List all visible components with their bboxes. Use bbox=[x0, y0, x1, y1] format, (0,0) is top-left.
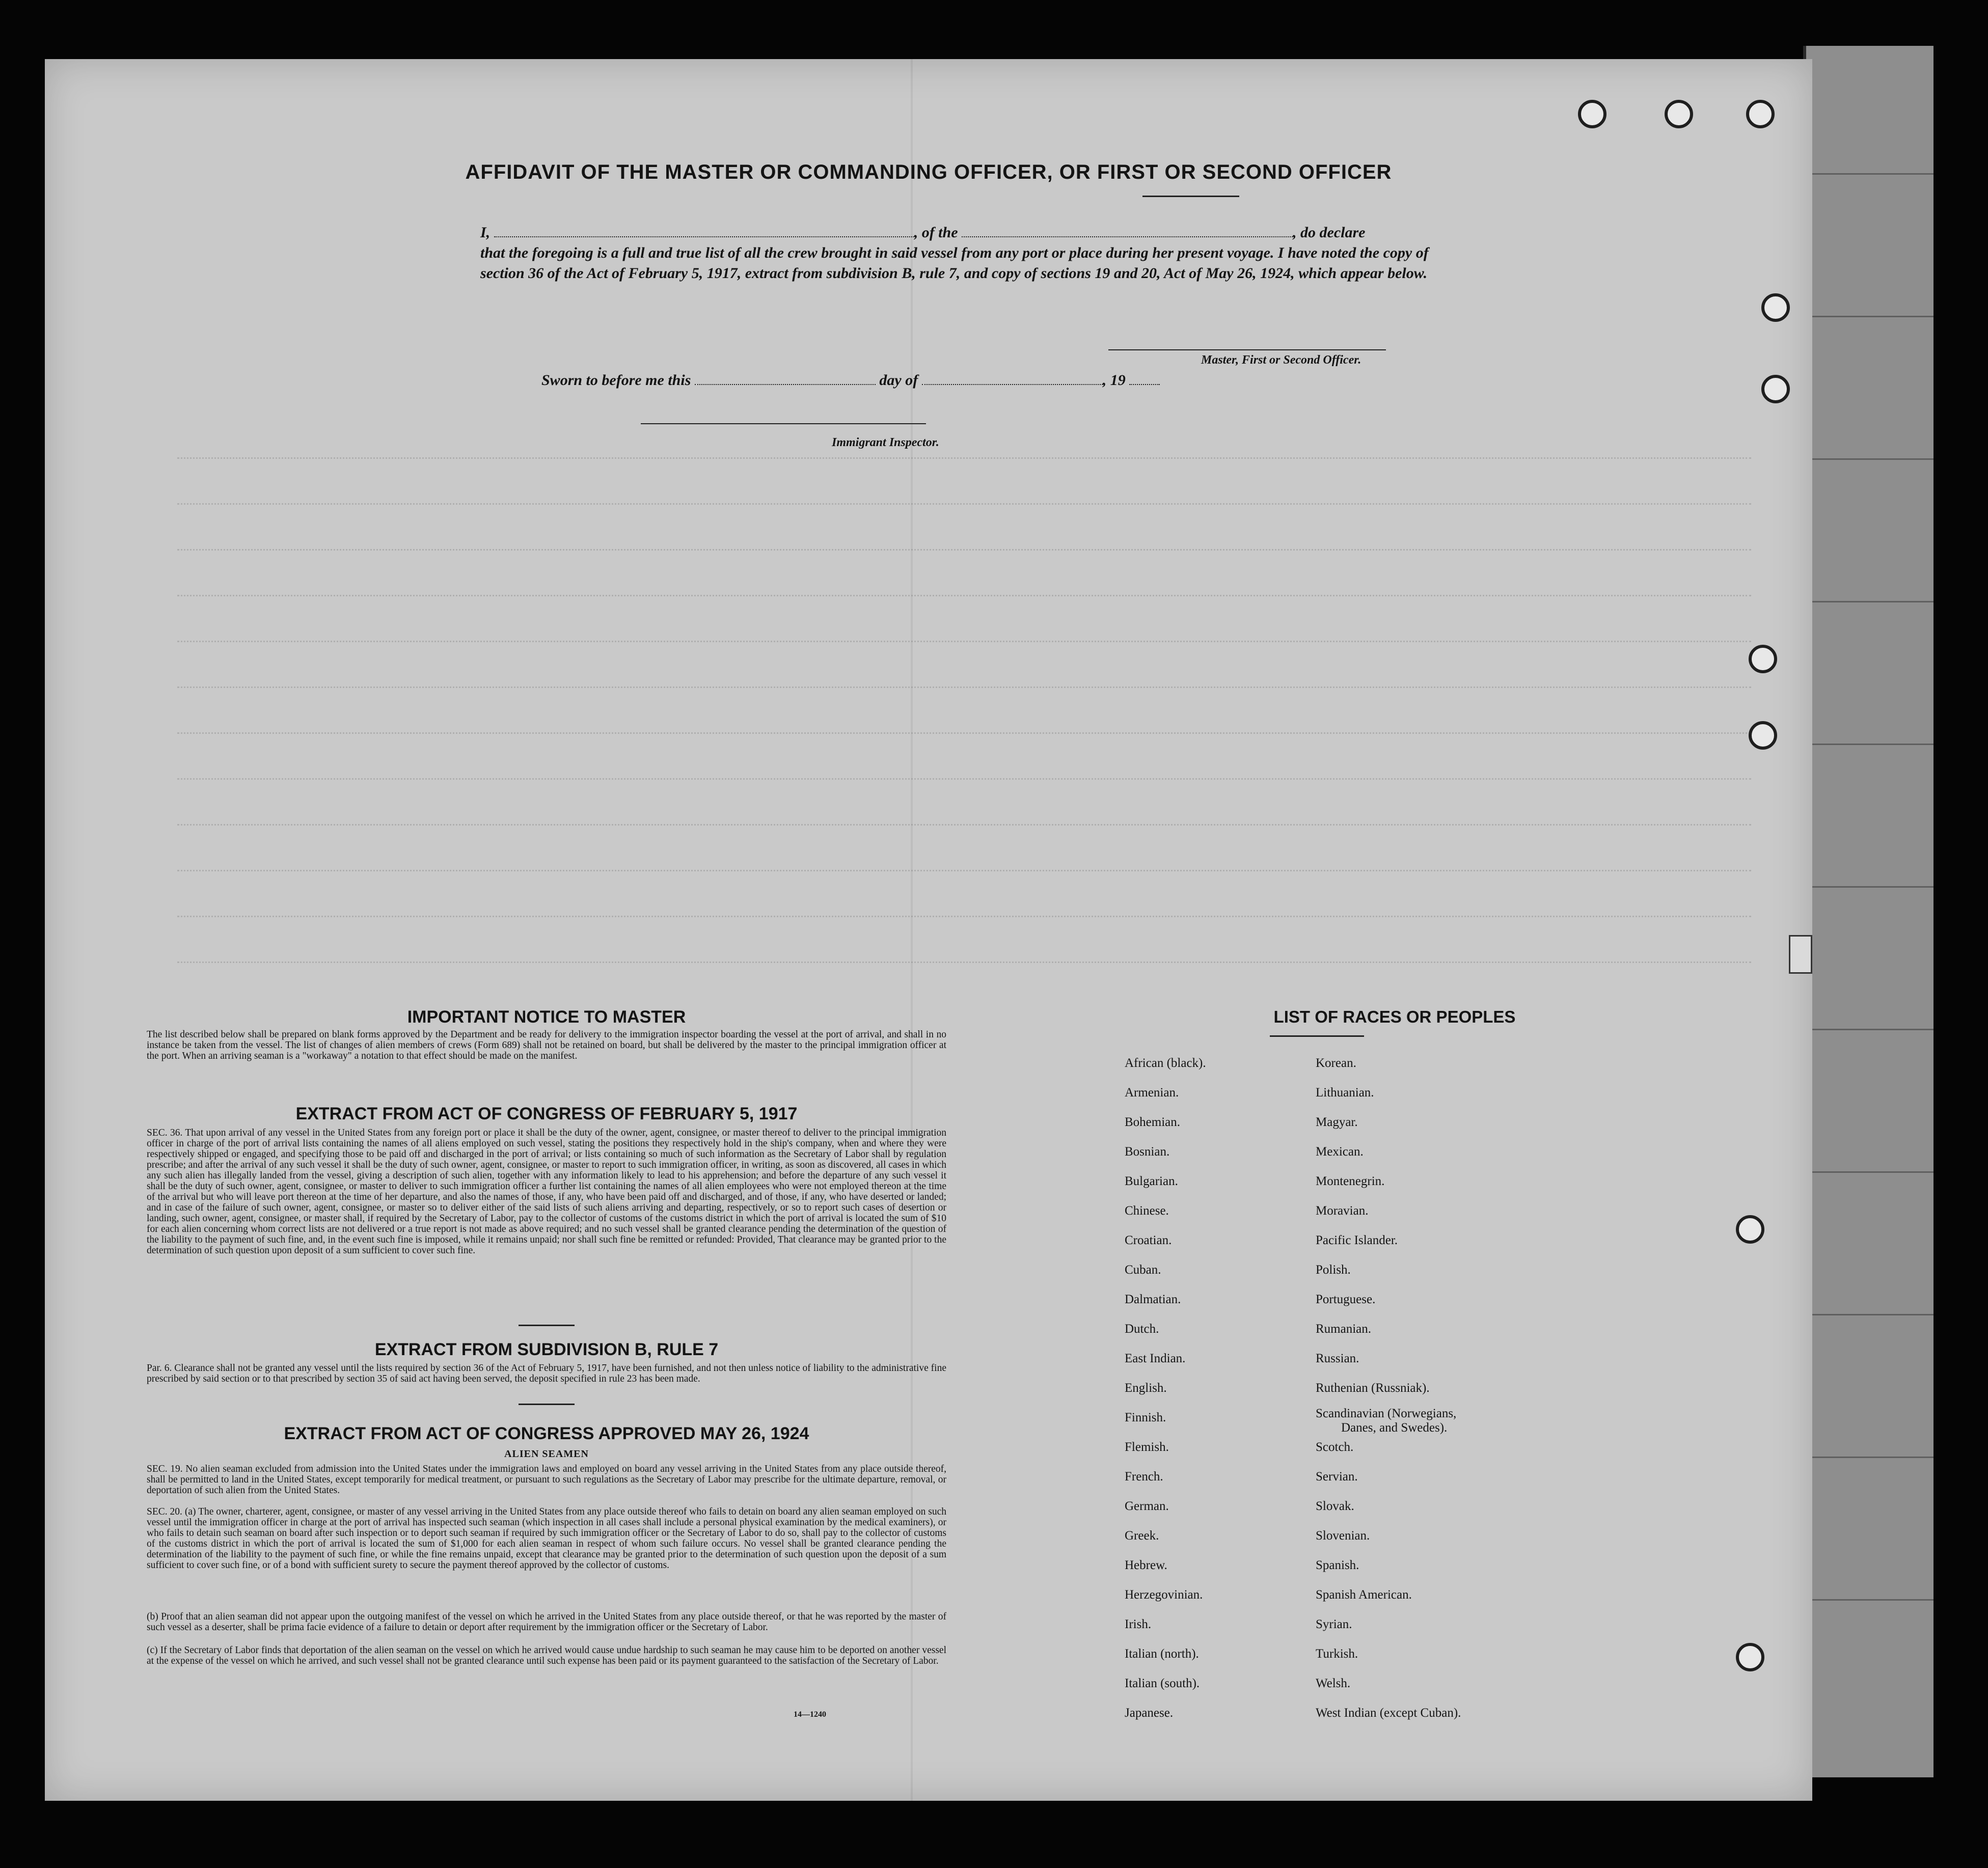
signature-line bbox=[1108, 349, 1386, 350]
race-item: Croatian. bbox=[1125, 1233, 1172, 1247]
notice-text: The list described below shall be prepared on blank forms approved by the Department and be ready for delivery to the immigration inspector boarding the vessel at the port of arrival, and shall in no instance be taken from the vessel. The list of changes of alien members of crews (Form 689) shall not be retained on board, but shall be delivered by the master to the principal immigration officer at the port. When an arriving seaman is a "workaway" a notation to that effect should be made on the manifest. bbox=[147, 1029, 946, 1061]
section-divider bbox=[519, 1404, 575, 1405]
race-item: Slovenian. bbox=[1316, 1529, 1370, 1543]
races-title-rule bbox=[1270, 1035, 1364, 1037]
affidavit-body bbox=[480, 222, 1474, 284]
punch-hole bbox=[1761, 293, 1790, 322]
race-item: Moravian. bbox=[1316, 1204, 1369, 1218]
race-item: Rumanian. bbox=[1316, 1322, 1372, 1336]
document-page bbox=[45, 59, 1812, 1801]
race-item: Russian. bbox=[1316, 1352, 1359, 1365]
declaration-line bbox=[480, 222, 1474, 243]
section-19-text: SEC. 19. No alien seaman excluded from admission into the United States under the immigration laws and employed on board any vessel arriving in the United States from any place outside thereof, shall be permitted to land in the United States, except temporarily for medical treatment, or pursuant to such regulations as the Secretary of Labor may prescribe for the ultimate departure, removal, or deportation of such alien from the United States. bbox=[147, 1464, 946, 1496]
race-item: West Indian (except Cuban). bbox=[1316, 1706, 1461, 1720]
day-blank bbox=[695, 370, 876, 385]
page-tab bbox=[1789, 935, 1812, 974]
race-item: Syrian. bbox=[1316, 1617, 1352, 1631]
race-item: Korean. bbox=[1316, 1056, 1356, 1070]
race-item: Welsh. bbox=[1316, 1677, 1351, 1690]
race-item: Bosnian. bbox=[1125, 1145, 1170, 1159]
name-blank bbox=[494, 222, 914, 237]
race-item: Finnish. bbox=[1125, 1411, 1166, 1424]
month-blank bbox=[922, 370, 1103, 385]
underlying-sheet-edge bbox=[1803, 46, 1933, 1777]
inspector-line bbox=[641, 423, 926, 424]
punch-hole bbox=[1736, 1643, 1764, 1671]
punch-hole bbox=[1578, 100, 1606, 128]
subdivision-b-text: Par. 6. Clearance shall not be granted any vessel until the lists required by section 36 of the Act of February 5, 1917, have been furnished, and not then unless notice of liability to the administrative fine prescribed by said section or to that prescribed by section 35 of said act having been served, the deposit specified in rule 23 has been made. bbox=[147, 1363, 946, 1384]
race-item: Irish. bbox=[1125, 1617, 1152, 1631]
inspector-caption: Immigrant Inspector. bbox=[832, 436, 939, 449]
race-item: Mexican. bbox=[1316, 1145, 1364, 1159]
subdivision-b-heading: EXTRACT FROM SUBDIVISION B, RULE 7 bbox=[374, 1340, 719, 1359]
race-item: German. bbox=[1125, 1499, 1169, 1513]
race-item: Cuban. bbox=[1125, 1263, 1161, 1277]
extract-1917-heading: EXTRACT FROM ACT OF CONGRESS OF FEBRUARY 5, 1917 bbox=[295, 1104, 798, 1123]
affidavit-statement: that the foregoing is a full and true list of all the crew brought in said vessel from any port or place during her present voyage. I have noted the copy of section 36 of the Act of February 5, 1917, extract from subdivision B, rule 7, and copy of sections 19 and 20, Act of May 26, 1924, which appear below. bbox=[480, 244, 1429, 282]
punch-hole bbox=[1746, 100, 1775, 128]
section-20a-text: SEC. 20. (a) The owner, charterer, agent, consignee, or master of any vessel arriving in the United States from any place outside thereof who fails to detain on board any alien seaman employed on such vessel until the immigration officer in charge at the port of arrival has inspected such seaman (which inspection in all cases shall include a personal physical examination by the medical examiners), or who fails to detain such seaman on board after such inspection or to deport such seaman if required by such immigration officer or the Secretary of Labor to do so, shall pay to the collector of customs of the customs district in which the port of arrival is located the sum of $1,000 for each alien seaman in respect of whom such failure occurs. No vessel shall be granted clearance pending the determination of the liability to the payment of such fine, or while the fine remains unpaid, except that clearance may be granted prior to the determination of such question upon the deposit of a sum sufficient to cover such fine, or of a bond with sufficient surety to secure the payment thereof approved by the collector of customs. bbox=[147, 1506, 946, 1571]
race-item: French. bbox=[1125, 1470, 1163, 1484]
declaration-of-the: , of the bbox=[914, 224, 958, 241]
extract-1924-heading: EXTRACT FROM ACT OF CONGRESS APPROVED MAY 26, 1924 bbox=[284, 1424, 809, 1443]
alien-seamen-subheading: ALIEN SEAMEN bbox=[504, 1448, 589, 1460]
race-item: Danes, and Swedes). bbox=[1341, 1421, 1448, 1435]
race-item: East Indian. bbox=[1125, 1352, 1186, 1365]
race-item: Ruthenian (Russniak). bbox=[1316, 1381, 1430, 1395]
title-rule bbox=[1142, 196, 1239, 197]
sworn-line bbox=[541, 370, 1160, 389]
punch-hole bbox=[1665, 100, 1693, 128]
race-item: Montenegrin. bbox=[1316, 1174, 1385, 1188]
race-item: Chinese. bbox=[1125, 1204, 1169, 1218]
affidavit-title: AFFIDAVIT OF THE MASTER OR COMMANDING OFFICER, OR FIRST OR SECOND OFFICER bbox=[465, 161, 1392, 183]
race-item: Turkish. bbox=[1316, 1647, 1358, 1661]
race-item: Slovak. bbox=[1316, 1499, 1354, 1513]
signature-caption: Master, First or Second Officer. bbox=[1201, 353, 1361, 367]
race-item: Bohemian. bbox=[1125, 1115, 1181, 1129]
declaration-do-declare: , do declare bbox=[1293, 224, 1366, 241]
race-item: Spanish American. bbox=[1316, 1588, 1412, 1602]
punch-hole bbox=[1749, 721, 1777, 750]
year-blank bbox=[1129, 370, 1160, 385]
race-item: Magyar. bbox=[1316, 1115, 1358, 1129]
race-item: Portuguese. bbox=[1316, 1293, 1376, 1306]
punch-hole bbox=[1749, 645, 1777, 673]
race-item: English. bbox=[1125, 1381, 1167, 1395]
race-item: Herzegovinian. bbox=[1125, 1588, 1203, 1602]
race-item: Bulgarian. bbox=[1125, 1174, 1178, 1188]
day-of-text: day of bbox=[879, 372, 918, 389]
notice-heading: IMPORTANT NOTICE TO MASTER bbox=[407, 1007, 686, 1027]
race-item: Servian. bbox=[1316, 1470, 1358, 1484]
vessel-blank bbox=[962, 222, 1293, 237]
race-item: Greek. bbox=[1125, 1529, 1159, 1543]
year-text: , 19 bbox=[1102, 372, 1126, 389]
race-item: Pacific Islander. bbox=[1316, 1233, 1398, 1247]
declaration-i: I, bbox=[480, 224, 491, 241]
race-item: Spanish. bbox=[1316, 1558, 1359, 1572]
section-20b-text: (b) Proof that an alien seaman did not appear upon the outgoing manifest of the vessel on which he arrived in the United States from any place outside thereof, or that he was reported by the master of such vessel as a deserter, shall be prima facie evidence of a failure to detain or deport after requirement by the immigration officer or the Secretary of Labor. bbox=[147, 1611, 946, 1633]
race-item: Italian (south). bbox=[1125, 1677, 1200, 1690]
race-item: Japanese. bbox=[1125, 1706, 1174, 1720]
race-item: Lithuanian. bbox=[1316, 1086, 1374, 1100]
race-item: Flemish. bbox=[1125, 1440, 1169, 1454]
form-number: 14—1240 bbox=[794, 1710, 826, 1719]
race-item: Italian (north). bbox=[1125, 1647, 1199, 1661]
race-item: Scandinavian (Norwegians, bbox=[1316, 1407, 1457, 1420]
punch-hole bbox=[1761, 375, 1790, 403]
section-20c-text: (c) If the Secretary of Labor finds that deportation of the alien seaman on the vessel on which he arrived would cause undue hardship to such seaman he may cause him to be deported on another vessel at the expense of the vessel on which he arrived, and such vessel shall not be granted clearance until such expense has been paid or its payment guaranteed to the satisfaction of the Secretary of Labor. bbox=[147, 1645, 946, 1666]
punch-hole bbox=[1736, 1215, 1764, 1244]
race-item: Hebrew. bbox=[1125, 1558, 1167, 1572]
race-item: Dutch. bbox=[1125, 1322, 1159, 1336]
section-divider bbox=[519, 1325, 575, 1326]
extract-1917-text: SEC. 36. That upon arrival of any vessel in the United States from any foreign port or place it shall be the duty of the owner, agent, consignee, or master thereof to deliver to the principal immigration officer in charge of the port of arrival lists containing the names of all aliens employed on such vessel, stating the positions they respectively hold in the ship's company, when and where they were respectively shipped or engaged, and specifying those to be paid off and discharged in the port of arrival; or lists containing so much of such information as the Secretary of Labor shall by regulation prescribe; and after the arrival of any such vessel it shall be the duty of such owner, agent, consignee, or master to report to such immigration officer, in writing, as soon as discovered, all cases in which any such alien has illegally landed from the vessel, giving a description of such alien, together with any information likely to lead to his apprehension; and before the departure of any such vessel it shall be the duty of such owner, agent, consignee, or master to deliver to such immigration officer a further list containing the names of all alien employees who were not employed thereon at the time of the arrival but who will leave port thereon at the time of her departure, and also the names of those, if any, who have been paid off and discharged, and of those, if any, who have deserted or landed; and in case of the failure of such owner, agent, consignee, or master so to deliver either of the said lists of such aliens arriving and departing, respectively, or so to report such cases of desertion or landing, such owner, agent, consignee, or master shall, if required by the Secretary of Labor, pay to the collector of customs of the customs district in which the port of arrival is located the sum of $10 for each alien concerning whom correct lists are not delivered or a true report is not made as above required; and no such vessel shall be granted clearance pending the determination of the question of the liability to the payment of such fine, and, in the event such fine is imposed, while it remains unpaid; nor shall such fine be remitted or refunded: Provided, That clearance may be granted prior to the determination of such question upon deposit of a sum sufficient to cover such fine. bbox=[147, 1128, 946, 1256]
sworn-text: Sworn to before me this bbox=[541, 372, 691, 389]
races-heading: LIST OF RACES OR PEOPLES bbox=[1273, 1007, 1516, 1026]
race-item: African (black). bbox=[1125, 1056, 1206, 1070]
race-item: Polish. bbox=[1316, 1263, 1351, 1277]
race-item: Dalmatian. bbox=[1125, 1293, 1181, 1306]
race-item: Armenian. bbox=[1125, 1086, 1179, 1100]
race-item: Scotch. bbox=[1316, 1440, 1354, 1454]
